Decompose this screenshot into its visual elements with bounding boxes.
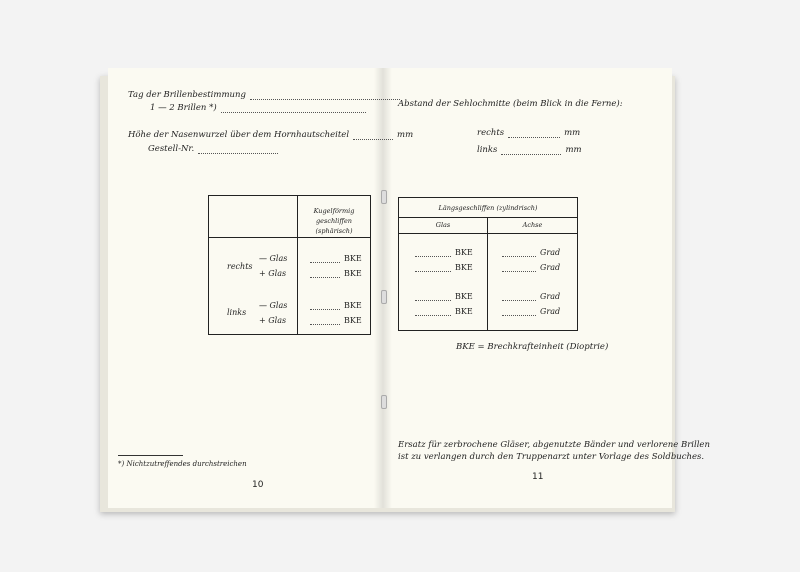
bke-cell: BKE — [411, 263, 473, 272]
row-plus-glas: + Glas — [259, 269, 287, 278]
footnote: *) Nichtzutreffendes durchstreichen — [118, 460, 247, 468]
bke-cell: BKE — [306, 254, 362, 263]
sphere-header: Kugelförmig geschliffen (sphärisch) — [298, 196, 371, 238]
replacement-note-line1: Ersatz für zerbrochene Gläser, abgenutzte Bänder und verlorene Brillen — [398, 440, 710, 450]
row-minus-glas: — Glas — [259, 254, 288, 263]
sphere-table — [208, 195, 371, 335]
grad-cell: Grad — [498, 248, 560, 257]
bke-cell: BKE — [306, 316, 362, 325]
col-glas: Glas — [399, 218, 488, 234]
links-line: links mm — [477, 145, 582, 155]
staple — [381, 395, 387, 409]
bke-cell: BKE — [306, 301, 362, 310]
col-achse: Achse — [488, 218, 578, 234]
footnote-rule — [118, 455, 183, 456]
brillen-count-line: 1 — 2 Brillen *) — [150, 103, 370, 113]
grad-cell: Grad — [498, 292, 560, 301]
row-minus-glas: — Glas — [259, 301, 288, 310]
bke-cell: BKE — [306, 269, 362, 278]
replacement-note-line2: ist zu verlangen durch den Truppenarzt unter Vorlage des Soldbuches. — [398, 452, 705, 462]
bke-legend: BKE = Brechkrafteinheit (Dioptrie) — [456, 342, 609, 352]
bke-cell: BKE — [411, 248, 473, 257]
rechts-line: rechts mm — [477, 128, 581, 138]
row-label-links: links — [227, 308, 247, 317]
sehlochmitte-heading: Abstand der Sehlochmitte (beim Blick in die Ferne): — [398, 99, 623, 109]
row-plus-glas: + Glas — [259, 316, 287, 325]
grad-cell: Grad — [498, 263, 560, 272]
cylinder-header: Längsgeschliffen (zylindrisch) — [399, 198, 578, 218]
cylinder-table — [398, 197, 578, 331]
staple — [381, 190, 387, 204]
row-label-rechts: rechts — [227, 262, 253, 271]
page-number-left: 10 — [252, 480, 264, 490]
brillenbestimmung-line: Tag der Brillenbestimmung — [128, 90, 404, 100]
bke-cell: BKE — [411, 292, 473, 301]
grad-cell: Grad — [498, 307, 560, 316]
gestell-line: Gestell-Nr. — [148, 144, 282, 154]
nasenwurzel-line: Höhe der Nasenwurzel über dem Hornhautscheitel mm — [128, 130, 414, 140]
page-number-right: 11 — [532, 472, 544, 482]
bke-cell: BKE — [411, 307, 473, 316]
staple — [381, 290, 387, 304]
